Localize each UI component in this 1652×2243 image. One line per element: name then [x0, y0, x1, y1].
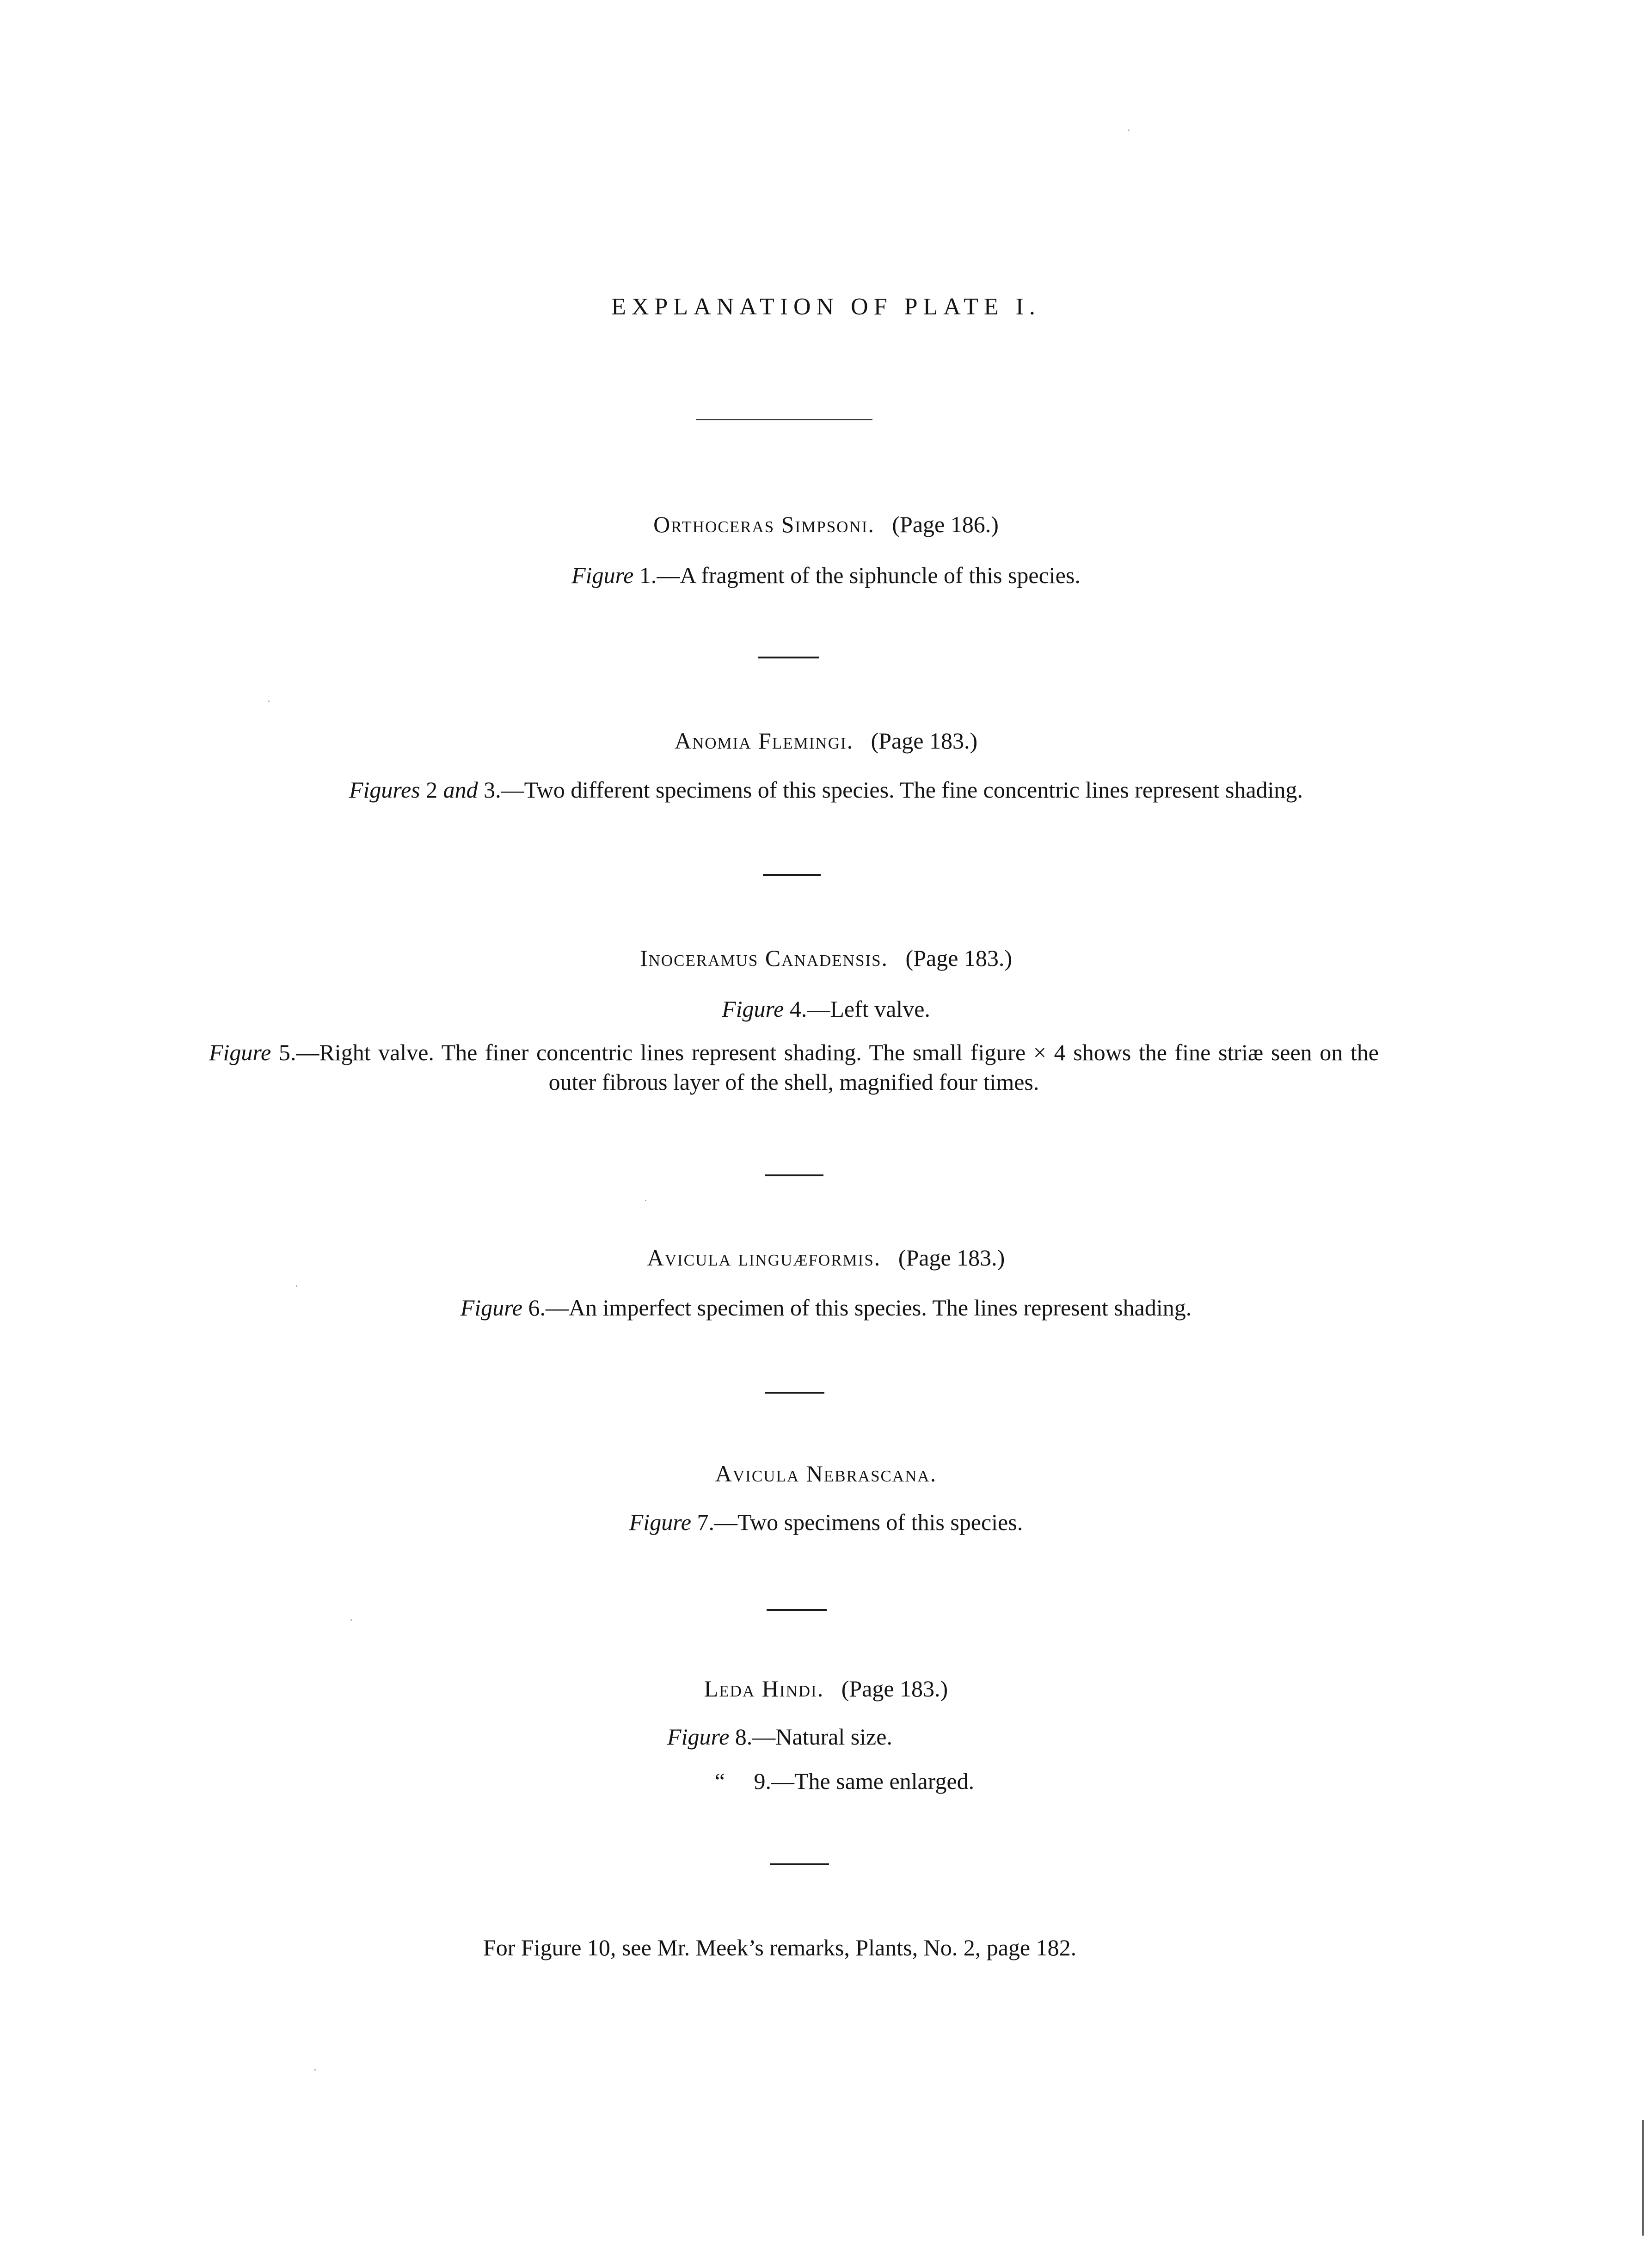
figure-caption-9 — [18, 1766, 1652, 1796]
caption-text: 1.—A fragment of the siphuncle of this species. — [633, 562, 1081, 588]
paper-speck — [1128, 129, 1130, 131]
paper-speck — [296, 1285, 297, 1287]
species-name: Leda Hindi. — [704, 1676, 824, 1702]
species-name: Orthoceras Simpsoni. — [653, 511, 875, 537]
section-divider — [758, 657, 819, 658]
section-divider — [763, 874, 821, 876]
section-heading-orthoceras — [0, 510, 1652, 539]
figure-label: Figure — [460, 1295, 522, 1321]
page-reference: (Page 183.) — [871, 728, 978, 754]
caption-text: 3.—Two different specimens of this species. The fine concentric lines represent shading. — [478, 777, 1303, 803]
paper-speck — [645, 1200, 646, 1201]
figure-label: Figure — [629, 1509, 691, 1535]
figure-label: Figure — [209, 1039, 271, 1065]
figure-label: Figure — [667, 1724, 730, 1750]
figure-caption-5 — [209, 1038, 1379, 1097]
figure-label: Figures — [349, 777, 420, 803]
figure-caption-4 — [0, 994, 1652, 1024]
section-divider — [765, 1174, 823, 1176]
figure-caption-6 — [0, 1293, 1652, 1322]
figure-number: 2 — [420, 777, 443, 803]
section-heading-anomia — [0, 726, 1652, 756]
caption-text: 9.—The same enlarged. — [754, 1768, 975, 1794]
page-reference: (Page 183.) — [841, 1676, 948, 1702]
paper-speck — [268, 701, 270, 702]
plate-title: EXPLANATION OF PLATE I. — [611, 294, 1041, 320]
page-reference: (Page 183.) — [898, 1245, 1005, 1271]
section-heading-inoceramus — [0, 943, 1652, 973]
section-heading-avicula-nebrascana — [0, 1459, 1652, 1488]
species-name: Inoceramus Canadensis. — [639, 945, 889, 971]
page-reference: (Page 183.) — [905, 945, 1013, 971]
section-heading-leda — [0, 1674, 1652, 1703]
title-divider — [696, 419, 872, 420]
figure-caption-2-3 — [0, 775, 1652, 805]
section-divider — [765, 1392, 824, 1394]
ditto-mark: “ — [714, 1768, 725, 1794]
paper-speck — [350, 1619, 352, 1621]
figure-label: Figure — [571, 562, 634, 588]
species-name: Avicula linguæformis. — [647, 1245, 881, 1271]
caption-text: 8.—Natural size. — [729, 1724, 892, 1750]
caption-text: 4.—Left valve. — [784, 996, 930, 1022]
conjunction: and — [443, 777, 478, 803]
figure-label: Figure — [722, 996, 784, 1022]
figure-caption-8 — [0, 1722, 1606, 1751]
species-name: Avicula Nebrascana. — [715, 1461, 937, 1487]
section-divider — [767, 1609, 827, 1611]
section-divider — [770, 1863, 829, 1865]
caption-text: 7.—Two specimens of this species. — [691, 1509, 1023, 1535]
caption-text: 6.—An imperfect specimen of this species. The lines represent shading. — [522, 1295, 1192, 1321]
species-name: Anomia Flemingi. — [674, 728, 854, 754]
page-edge-mark — [1642, 2120, 1644, 2236]
caption-text: 5.—Right valve. The finer concentric lines represent shading. The small figure × 4 shows the fine striæ seen on the outer fibrous layer of the shell, magnified four times. — [271, 1039, 1379, 1095]
figure-caption-7 — [0, 1507, 1652, 1537]
figure-caption-1 — [0, 560, 1652, 590]
page-reference: (Page 186.) — [892, 511, 999, 537]
paper-speck — [314, 2069, 316, 2071]
figure-10-note: For Figure 10, see Mr. Meek’s remarks, Plants, No. 2, page 182. — [483, 1935, 1077, 1960]
section-heading-avicula-linguaeformis — [0, 1243, 1652, 1272]
